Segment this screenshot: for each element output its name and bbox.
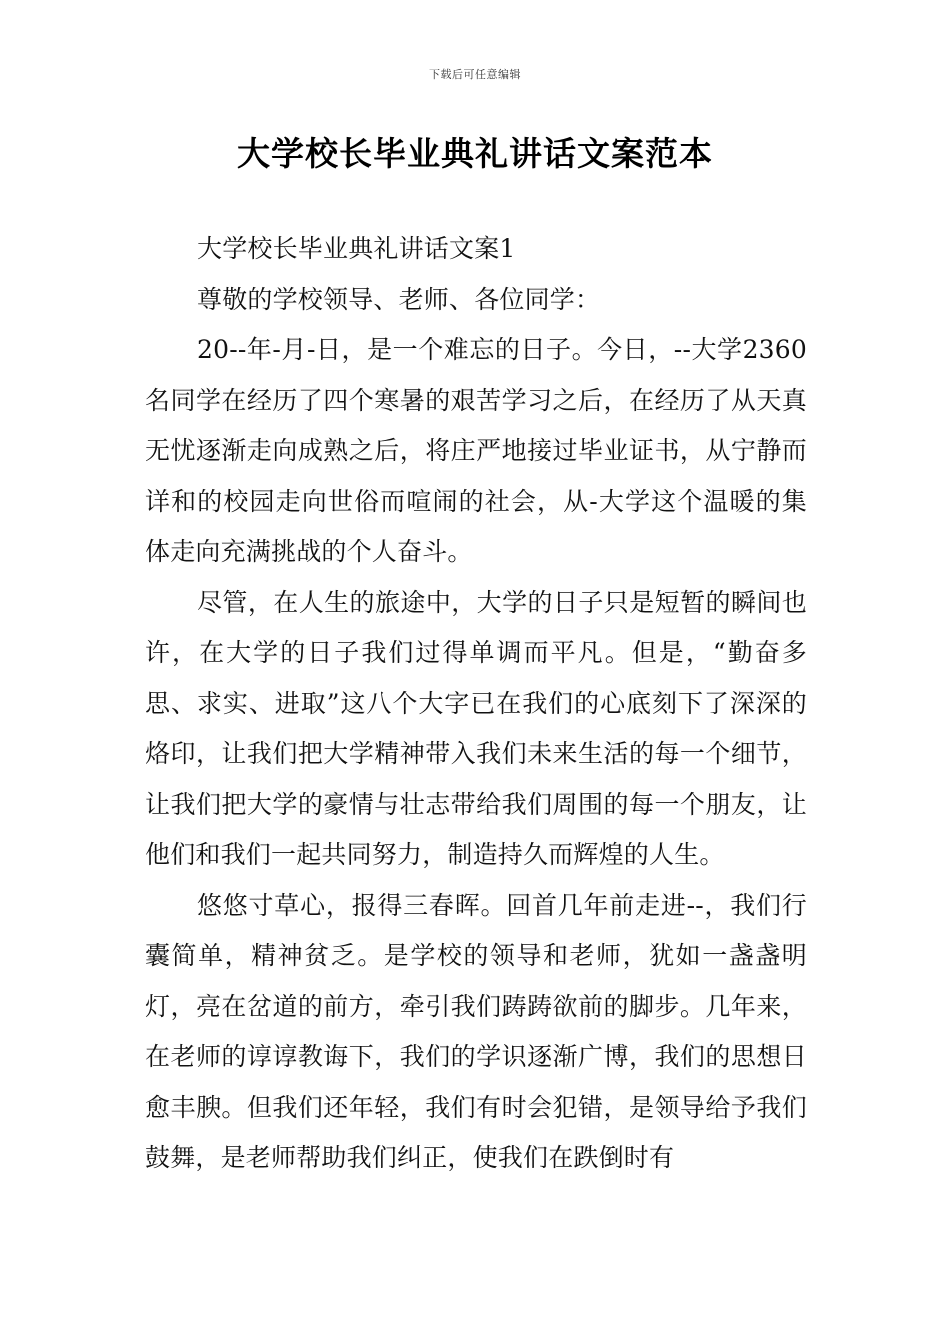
document-title: 大学校长毕业典礼讲话文案范本 [237,134,713,173]
header-note: 下载后可任意编辑 [429,68,521,81]
body-paragraph: 尽管，在人生的旅途中，大学的日子只是短暂的瞬间也许，在大学的日子我们过得单调而平凡。但是，“勤奋多思、求实、进取”这八个大字已在我们的心底刻下了深深的烙印，让我们把大学精神带入我们未来生活的每一个细节，让我们把大学的豪情与壮志带给我们周围的每一个朋友，让他们和我们一起共同努力，制造持久而辉煌的人生。 [145,587,807,869]
body-paragraph: 20--年-月-日，是一个难忘的日子。今日，--大学2360名同学在经历了四个寒暑的艰苦学习之后，在经历了从天真无忧逐渐走向成熟之后，将庄严地接过毕业证书，从宁静而详和的校园走向世俗而喧闹的社会，从-大学这个温暖的集体走向充满挑战的个人奋斗。 [145,335,807,566]
section-heading: 大学校长毕业典礼讲话文案1 [197,234,516,263]
body-paragraph: 悠悠寸草心，报得三春晖。回首几年前走进--，我们行囊简单，精神贫乏。是学校的领导和老师，犹如一盏盏明灯，亮在岔道的前方，牵引我们踌踌欲前的脚步。几年来，在老师的谆谆教诲下，我们的学识逐渐广博，我们的思想日愈丰腴。但我们还年轻，我们有时会犯错，是领导给予我们鼓舞，是老师帮助我们纠正，使我们在跌倒时有 [145,890,807,1172]
document-body [145,224,807,1184]
salutation: 尊敬的学校领导、老师、各位同学： [197,284,601,314]
